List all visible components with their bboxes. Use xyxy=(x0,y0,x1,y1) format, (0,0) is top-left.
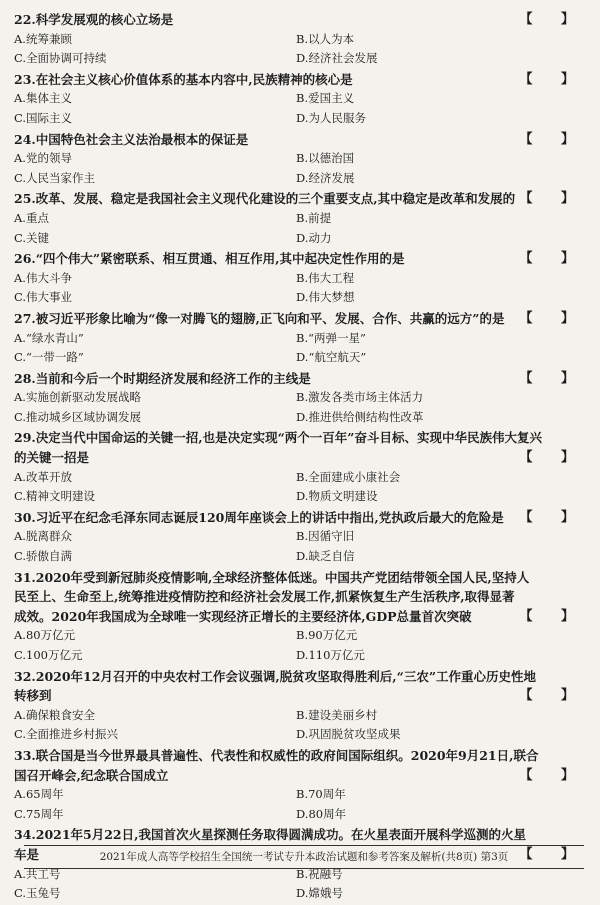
question-stem-line: 民至上、生命至上,统筹推进疫情防控和经济社会发展工作,抓紧恢复生产生活秩序,取得显著 xyxy=(14,589,515,605)
option-grid xyxy=(14,89,588,128)
option-grid xyxy=(14,865,588,904)
answer-option: D.经济社会发展 xyxy=(296,51,378,66)
page-footer: 2021年成人高等学校招生全国统一考试专升本政治试题和参考答案及解析(共8页) 第3页 xyxy=(24,845,584,869)
question-stem-line: 转移到 xyxy=(14,688,52,704)
answer-option: B.爱国主义 xyxy=(296,91,355,106)
question-item xyxy=(14,568,588,666)
question-stem-line: 25.改革、发展、稳定是我国社会主义现代化建设的三个重要支点,其中稳定是改革和发展的 xyxy=(14,191,516,207)
option-grid xyxy=(14,388,588,427)
question-stem-line: 26.“四个伟大”紧密联系、相互贯通、相互作用,其中起决定性作用的是 xyxy=(14,251,405,267)
answer-option: A.改革开放 xyxy=(14,469,72,484)
answer-option: C.推动城乡区域协调发展 xyxy=(14,409,142,424)
answer-option: C.关键 xyxy=(14,230,50,245)
question-item xyxy=(14,130,588,189)
option-grid xyxy=(14,149,588,188)
answer-option: B.前提 xyxy=(296,210,332,225)
answer-option: A.实施创新驱动发展战略 xyxy=(14,390,141,405)
answer-option: B.以人为本 xyxy=(296,31,355,46)
question-item xyxy=(14,249,588,308)
question-stem xyxy=(14,369,588,389)
answer-option: B.90万亿元 xyxy=(296,628,358,643)
answer-option: C.国际主义 xyxy=(14,110,73,125)
question-stem xyxy=(14,130,588,150)
answer-option: B.70周年 xyxy=(296,787,346,802)
option-grid xyxy=(14,269,588,308)
answer-option: C.“一带一路” xyxy=(14,350,84,365)
answer-option: D.经济发展 xyxy=(296,170,355,185)
question-stem-line: 29.决定当代中国命运的关键一招,也是决定实现“两个一百年”奋斗目标、实现中华民族伟大复兴 xyxy=(14,430,542,446)
question-stem-line: 27.被习近平形象比喻为“像一对腾飞的翅膀,正飞向和平、发展、合作、共赢的远方”的是 xyxy=(14,310,505,326)
question-stem-line: 34.2021年5月22日,我国首次火星探测任务取得圆满成功。在火星表面开展科学巡测的火星 xyxy=(14,827,526,843)
question-stem-line: 33.联合国是当今世界最具普遍性、代表性和权威性的政府间国际组织。2020年9月21日,联合 xyxy=(14,747,539,763)
question-item xyxy=(14,10,588,69)
answer-option: D.80周年 xyxy=(296,806,347,821)
question-stem-line: 车是 xyxy=(14,846,40,862)
question-stem-line: 23.在社会主义核心价值体系的基本内容中,民族精神的核心是 xyxy=(14,71,353,87)
answer-bracket: 【 】 xyxy=(519,767,586,783)
answer-option: A.80万亿元 xyxy=(14,628,76,643)
option-grid xyxy=(14,30,588,69)
answer-option: C.全面推进乡村振兴 xyxy=(14,727,119,742)
answer-bracket: 【 】 xyxy=(519,846,586,862)
answer-option: C.骄傲自满 xyxy=(14,549,73,564)
question-stem-line: 31.2020年受到新冠肺炎疫情影响,全球经济整体低迷。中国共产党团结带领全国人民,坚持人 xyxy=(14,569,530,585)
answer-option: B.建设美丽乡村 xyxy=(296,707,378,722)
answer-option: C.人民当家作主 xyxy=(14,170,96,185)
option-grid xyxy=(14,706,588,745)
answer-option: D.缺乏自信 xyxy=(296,549,355,564)
answer-option: B.“两弹一星” xyxy=(296,330,366,345)
question-item xyxy=(14,309,588,368)
question-stem xyxy=(14,10,588,30)
answer-bracket: 【 】 xyxy=(519,251,586,267)
answer-option: D.推进供给侧结构性改革 xyxy=(296,409,424,424)
question-stem-line: 的关键一招是 xyxy=(14,450,90,466)
answer-option: C.全面协调可持续 xyxy=(14,51,107,66)
answer-option: C.玉兔号 xyxy=(14,886,61,901)
question-stem xyxy=(14,667,588,706)
answer-option: B.伟大工程 xyxy=(296,270,355,285)
answer-bracket: 【 】 xyxy=(519,450,586,466)
answer-option: C.精神文明建设 xyxy=(14,489,96,504)
answer-option: B.祝融号 xyxy=(296,866,343,881)
option-grid xyxy=(14,209,588,248)
question-stem xyxy=(14,568,588,627)
answer-option: C.伟大事业 xyxy=(14,290,73,305)
question-stem-line: 24.中国特色社会主义法治最根本的保证是 xyxy=(14,131,249,147)
answer-option: D.嫦娥号 xyxy=(296,886,343,901)
option-grid xyxy=(14,468,588,507)
answer-option: A.统筹兼顾 xyxy=(14,31,72,46)
answer-option: A.共工号 xyxy=(14,866,61,881)
answer-option: D.动力 xyxy=(296,230,332,245)
answer-option: D.为人民服务 xyxy=(296,110,366,125)
question-stem-line: 28.当前和今后一个时期经济发展和经济工作的主线是 xyxy=(14,370,311,386)
question-stem-line: 30.习近平在纪念毛泽东同志诞辰120周年座谈会上的讲话中指出,党执政后最大的危险是 xyxy=(14,509,504,525)
answer-option: D.伟大梦想 xyxy=(296,290,355,305)
question-item xyxy=(14,189,588,248)
question-item xyxy=(14,428,588,506)
option-grid xyxy=(14,329,588,368)
question-stem xyxy=(14,189,588,209)
answer-option: A.“绿水青山” xyxy=(14,330,84,345)
answer-option: A.集体主义 xyxy=(14,91,72,106)
question-stem xyxy=(14,428,588,467)
question-item xyxy=(14,667,588,745)
option-grid xyxy=(14,527,588,566)
answer-option: A.脱离群众 xyxy=(14,529,72,544)
answer-option: D.物质文明建设 xyxy=(296,489,378,504)
answer-option: D.“航空航天” xyxy=(296,350,367,365)
question-item xyxy=(14,746,588,824)
answer-option: B.因循守旧 xyxy=(296,529,355,544)
answer-bracket: 【 】 xyxy=(519,310,586,326)
answer-option: A.伟大斗争 xyxy=(14,270,72,285)
answer-bracket: 【 】 xyxy=(519,12,586,27)
answer-option: B.以德治国 xyxy=(296,151,355,166)
option-grid xyxy=(14,626,588,665)
question-item xyxy=(14,369,588,428)
answer-option: D.巩固脱贫攻坚成果 xyxy=(296,727,401,742)
answer-option: B.全面建成小康社会 xyxy=(296,469,401,484)
question-stem xyxy=(14,309,588,329)
answer-option: D.110万亿元 xyxy=(296,648,365,662)
answer-option: C.75周年 xyxy=(14,806,64,821)
answer-bracket: 【 】 xyxy=(519,131,586,147)
answer-bracket: 【 】 xyxy=(519,191,586,207)
question-stem xyxy=(14,508,588,528)
answer-bracket: 【 】 xyxy=(519,688,586,704)
answer-option: A.党的领导 xyxy=(14,151,72,166)
question-stem xyxy=(14,249,588,269)
question-stem xyxy=(14,70,588,90)
question-stem-line: 国召开峰会,纪念联合国成立 xyxy=(14,767,169,783)
answer-bracket: 【 】 xyxy=(519,509,586,525)
answer-option: A.65周年 xyxy=(14,787,64,802)
question-stem-line: 22.科学发展观的核心立场是 xyxy=(14,12,174,27)
option-grid xyxy=(14,785,588,824)
question-stem xyxy=(14,746,588,785)
answer-option: A.重点 xyxy=(14,210,49,225)
answer-bracket: 【 】 xyxy=(519,608,586,624)
question-item xyxy=(14,70,588,129)
answer-bracket: 【 】 xyxy=(519,370,586,386)
question-list xyxy=(14,10,588,905)
question-item xyxy=(14,508,588,567)
question-stem-line: 成效。2020年我国成为全球唯一实现经济正增长的主要经济体,GDP总量首次突破 xyxy=(14,608,472,624)
answer-option: C.100万亿元 xyxy=(14,648,83,662)
question-stem-line: 32.2020年12月召开的中央农村工作会议强调,脱贫攻坚取得胜利后,“三农”工作重心历史性地 xyxy=(14,668,537,684)
answer-option: A.确保粮食安全 xyxy=(14,707,95,722)
answer-bracket: 【 】 xyxy=(519,71,586,87)
answer-option: B.激发各类市场主体活力 xyxy=(296,390,424,405)
